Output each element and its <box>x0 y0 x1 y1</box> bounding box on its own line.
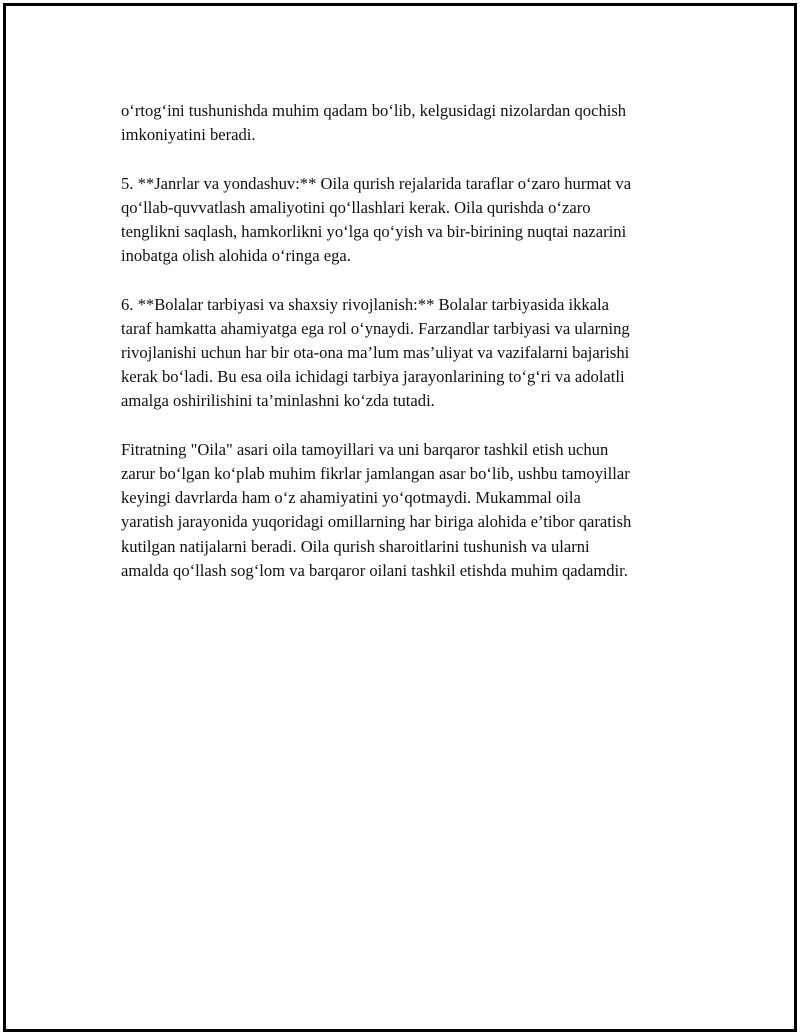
paragraph-item-5: 5. **Janrlar va yondashuv:** Oila qurish rejalarida taraflar o‘zaro hurmat va qo‘llab-quvvatlash amaliyotini qo‘llashlari kerak. Oila qurishda o‘zaro tenglikni saqlash, hamkorlikni yo‘lga qo‘yish va bir-birining nuqtai nazarini inobatga olish alohida o‘ringa ega. <box>121 173 632 266</box>
page-frame <box>3 3 797 1032</box>
document-body <box>121 99 701 607</box>
paragraph-continuation: o‘rtog‘ini tushunishda muhim qadam bo‘lib, kelgusidagi nizolardan qochish imkoniyatini beradi. <box>121 101 627 145</box>
paragraph-item-6: 6. **Bolalar tarbiyasi va shaxsiy rivojlanish:** Bolalar tarbiyasida ikkala taraf hamkatta ahamiyatga ega rol o‘ynaydi. Farzandlar tarbiyasi va ularning rivojlanishi uchun har bir ota-ona ma’lum mas’uliyat va vazifalarni bajarishi kerak bo‘ladi. Bu esa oila ichidagi tarbiya jarayonlarining to‘g‘ri va adolatli amalga oshirilishini ta’minlashni ko‘zda tutadi. <box>121 294 630 411</box>
paragraph-conclusion: Fitratning "Oila" asari oila tamoyillari va uni barqaror tashkil etish uchun zarur bo‘lgan ko‘plab muhim fikrlar jamlangan asar bo‘lib, ushbu tamoyillar keyingi davrlarda ham o‘z ahamiyatini yo‘qotmaydi. Mukammal oila yaratish jarayonida yuqoridagi omillarning har biriga alohida e’tibor qaratish kutilgan natijalarni beradi. Oila qurish sharoitlarini tushunish va ularni amalda qo‘llash sog‘lom va barqaror oilani tashkil etishda muhim qadamdir. <box>121 439 632 580</box>
